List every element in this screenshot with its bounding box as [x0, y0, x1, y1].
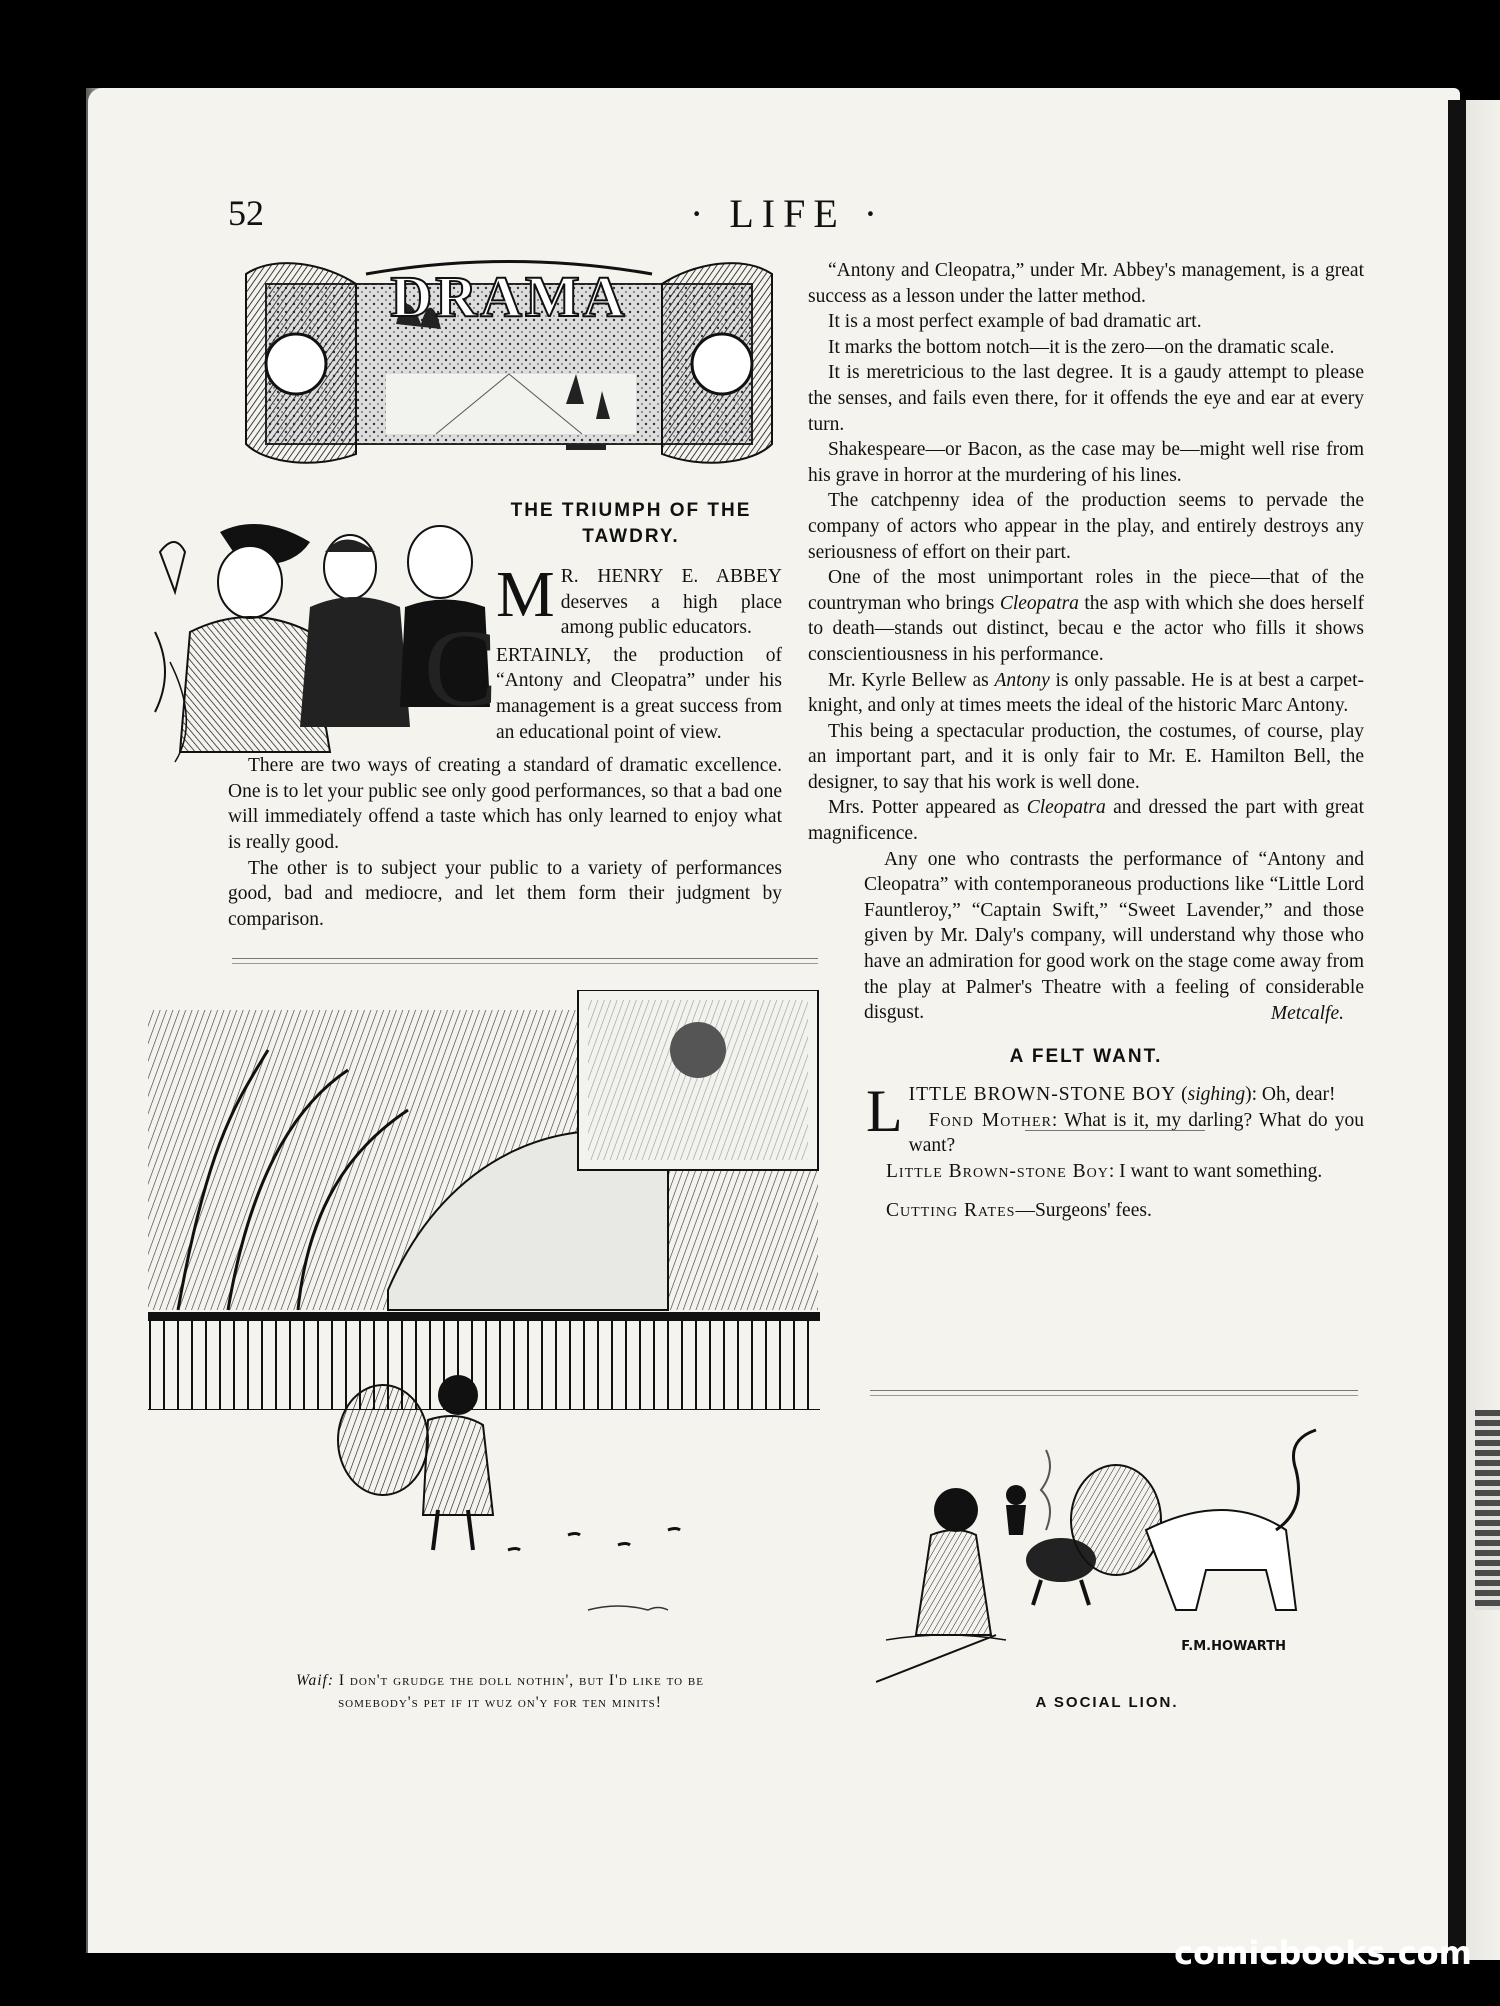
speaker: Little Brown-stone Boy [886, 1160, 1109, 1182]
filler-text: —Surgeons' fees. [1015, 1200, 1152, 1222]
article-left-column [228, 498, 782, 932]
felt-want-heading: A FELT WANT. [1009, 1046, 1163, 1068]
page-number: 52 [228, 193, 264, 233]
article-paragraph [808, 668, 1364, 719]
masthead: · LIFE · [690, 191, 886, 236]
drama-banner-title: DRAMA [390, 264, 628, 329]
paragraph-text: is only passable. He is at best a carpet-knight, and only at times meets the ideal of the historic Marc Antony. [808, 669, 1364, 717]
signature-rule [1025, 1130, 1205, 1131]
paragraph-text: ERTAINLY, the production of “Antony and Cleopatra” under his management is a great success from an educational point of view. [496, 644, 782, 743]
dialogue-line [866, 1108, 1364, 1159]
drop-cap-c: C [424, 607, 498, 729]
article-paragraph: “Antony and Cleopatra,” under Mr. Abbey's management, is a great success as a lesson under the latter method. [808, 260, 1364, 307]
dialogue-line [866, 1159, 1364, 1185]
section-rule [232, 958, 818, 964]
article-paragraph [496, 558, 782, 641]
waif-caption [190, 1670, 810, 1714]
italic-name: Cleopatra [1026, 797, 1106, 819]
paragraph-text: and dressed the part with great magnificence. [808, 797, 1364, 845]
paragraph-text: Mr. Kyrle Bellew as [828, 669, 995, 691]
caption-line: I don't grudge the doll nothin', but I'd like to be [338, 1672, 704, 1689]
speaker: Fond Mother [928, 1109, 1052, 1131]
caption-speaker: Waif: [296, 1672, 335, 1689]
article-paragraph: Shakespeare—or Bacon, as the case may be—might well rise from his grave in horror at the murdering of his lines. [808, 439, 1364, 486]
article-paragraph: It marks the bottom notch—it is the zero—on the dramatic scale. [828, 336, 1335, 358]
article-paragraph: It is meretricious to the last degree. It is a gaudy attempt to please the senses, and fails even there, for it offends the eye and ear at every turn. [808, 362, 1364, 435]
speaker: ITTLE BROWN-STONE BOY [908, 1084, 1177, 1105]
artist-signature: F.M.HOWARTH [1181, 1639, 1286, 1654]
filler-line [866, 1198, 1364, 1224]
article-paragraph [808, 795, 1364, 846]
article-right-column [808, 258, 1364, 1224]
dialogue-text: : Oh, dear! [1251, 1084, 1336, 1105]
dialogue-text: : I want to want something. [1108, 1160, 1323, 1182]
article-paragraph: It is a most perfect example of bad dramatic art. [828, 311, 1202, 333]
article-paragraph: There are two ways of creating a standard of dramatic excellence. One is to let your public see only good performances, so that a bad one will immediately offend a taste which has only learned to enjoy what is really good. [228, 755, 782, 853]
article-paragraph [808, 565, 1364, 667]
waif-cartoon-illustration [148, 990, 820, 1650]
paragraph-text: R. HENRY E. ABBEY deserves a high place among public educators. [560, 566, 782, 639]
dialogue-line: LITTLE BROWN-STONE BOY (sighing): Oh, dear! [866, 1078, 1336, 1144]
section-rule [870, 1390, 1358, 1396]
paragraph-text: the asp with which she does herself to death—stands out distinct, becau e the actor who fills it shows conscientiousness in his performance. [808, 592, 1364, 665]
article-paragraph: Any one who contrasts the performance of “Antony and Cleopatra” with contemporaneous productions like “Little Lord Fauntleroy,” “Captain Swift,” “Sweet Lavender,” and those given by Mr. Daly's company, will understand why those who have an admiration for good work on the stage come away from the play at Palmer's Theatre with a feeling of considerable disgust. [864, 848, 1364, 1024]
article-signature: Metcalfe. [1270, 1002, 1344, 1024]
social-lion-cartoon-illustration [876, 1420, 1338, 1690]
dialogue-text: : What is it, my darling? What do you want? [908, 1109, 1364, 1157]
article-paragraph [424, 607, 782, 745]
drop-cap: M [496, 558, 555, 631]
stage-direction: sighing [1187, 1084, 1246, 1105]
article-paragraph: The other is to subject your public to a variety of performances good, bad and mediocre, and let them form their judgment by comparison. [228, 857, 782, 930]
caption-line: somebody's pet if it wuz on'y for ten minits! [338, 1694, 662, 1711]
paragraph-text: Mrs. Potter appeared as [828, 797, 1027, 819]
paragraph-text: One of the most unimportant roles in the piece—that of the countryman who brings [808, 567, 1364, 614]
drop-cap: L [866, 1078, 903, 1144]
article-paragraph: The catchpenny idea of the production seems to pervade the company of actors who appear in the play, and entirely destroys any seriousness of effort on their part. [808, 490, 1364, 563]
italic-name: Cleopatra [999, 592, 1079, 614]
facing-page-ink [1475, 1410, 1500, 1610]
watermark: comicbooks.com [1174, 1934, 1472, 1972]
facing-page-edge [1448, 100, 1500, 1960]
italic-name: Antony [994, 669, 1050, 691]
filler-label: Cutting Rates [886, 1200, 1016, 1222]
article-heading: THE TRIUMPH OF THE TAWDRY. [510, 500, 752, 547]
article-paragraph: This being a spectacular production, the costumes, of course, play an important part, and it is only fair to Mr. E. Hamilton Bell, the designer, to say that his work is well done. [808, 720, 1364, 793]
social-lion-caption: A SOCIAL LION. [1035, 1694, 1179, 1711]
drama-banner-illustration [236, 254, 782, 476]
